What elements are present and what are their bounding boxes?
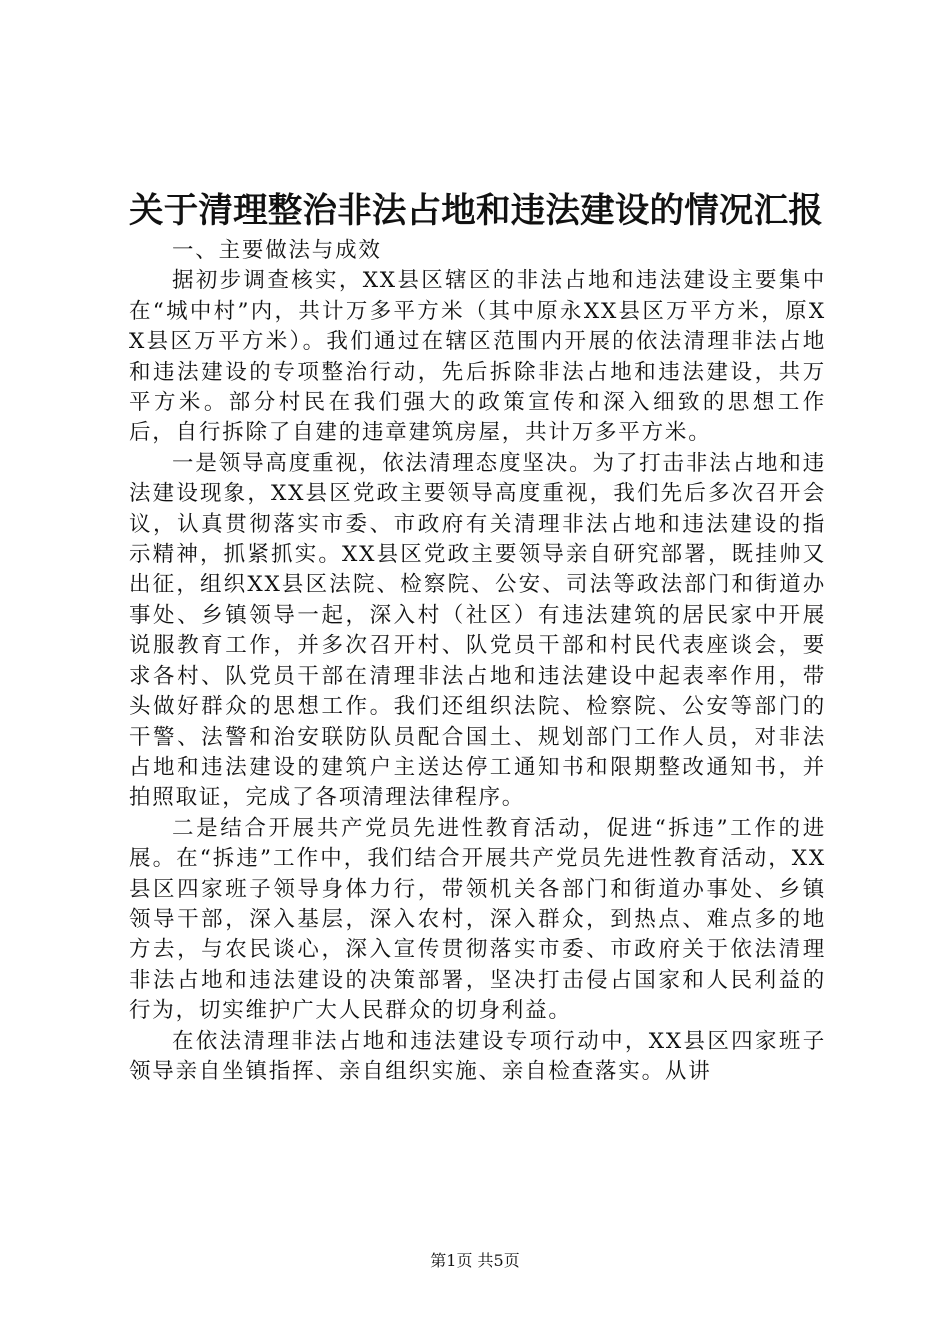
paragraph-overview: 据初步调查核实，XX县区辖区的非法占地和违法建设主要集中在“城中村”内，共计万多平方米（其中原永XX县区万平方米，原XX县区万平方米）。我们通过在辖区范围内开展的依法清理非法占地和违法建设的专项整治行动，先后拆除非法占地和违法建设，共万平方米。部分村民在我们强大的政策宣传和深入细致的思想工作后，自行拆除了自建的违章建筑房屋，共计万多平方米。 xyxy=(129,268,826,446)
document-body xyxy=(129,236,826,1087)
paragraph-special-action: 在依法清理非法占地和违法建设专项行动中，XX县区四家班子领导亲自坐镇指挥、亲自组织实施、亲自检查落实。从讲 xyxy=(129,1028,826,1084)
document-title: 关于清理整治非法占地和违法建设的情况汇报 xyxy=(129,191,823,231)
paragraph-leadership: 一是领导高度重视，依法清理态度坚决。为了打击非法占地和违法建设现象，XX县区党政主要领导高度重视，我们先后多次召开会议，认真贯彻落实市委、市政府有关清理非法占地和违法建设的指示精神，抓紧抓实。XX县区党政主要领导亲自研究部署，既挂帅又出征，组织XX县区法院、检察院、公安、司法等政法部门和街道办事处、乡镇领导一起，深入村（社区）有违法建筑的居民家中开展说服教育工作，并多次召开村、队党员干部和村民代表座谈会，要求各村、队党员干部在清理非法占地和违法建设中起表率作用，带头做好群众的思想工作。我们还组织法院、检察院、公安等部门的干警、法警和治安联防队员配合国土、规划部门工作人员，对非法占地和违法建设的建筑户主送达停工通知书和限期整改通知书，并拍照取证，完成了各项清理法律程序。 xyxy=(129,450,826,811)
paragraph-education-campaign: 二是结合开展共产党员先进性教育活动，促进“拆违”工作的进展。在“拆违”工作中，我们结合开展共产党员先进性教育活动，XX县区四家班子领导身体力行，带领机关各部门和街道办事处、乡镇领导干部，深入基层，深入农村，深入群众，到热点、难点多的地方去，与农民谈心，深入宣传贯彻落实市委、市政府关于依法清理非法占地和违法建设的决策部署，坚决打击侵占国家和人民利益的行为，切实维护广大人民群众的切身利益。 xyxy=(129,815,826,1024)
page-number-footer: 第1页 共5页 xyxy=(430,1251,520,1270)
section-heading: 一、主要做法与成效 xyxy=(172,238,382,263)
